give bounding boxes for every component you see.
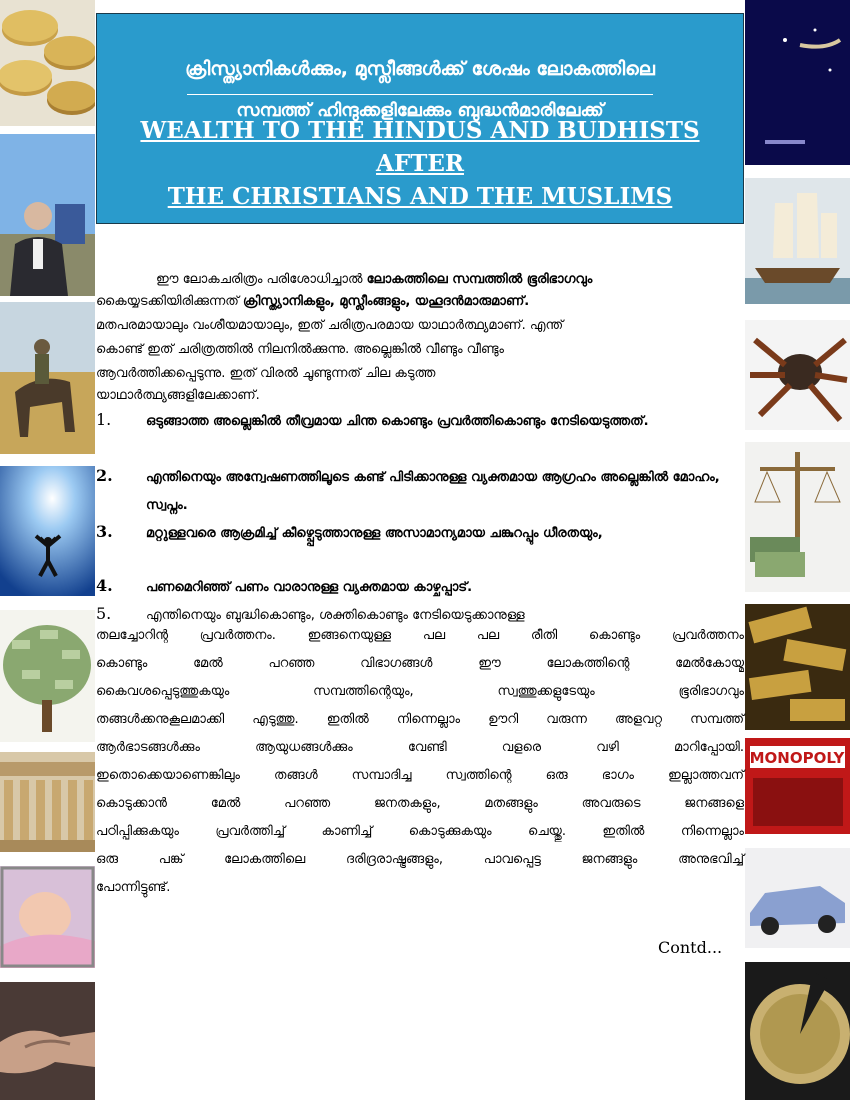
baby-photo-icon	[0, 866, 95, 968]
list-item-1: ഒടുങ്ങാത്ത അല്ലെങ്കിൽ തീവ്രമായ ചിന്ത കൊണ്ടും പ്രവർത്തികൊണ്ടും നേടിയെടുത്തത്.	[146, 414, 649, 429]
para-line-3: കൈവശപ്പെടുത്തുകയും സമ്പത്തിന്റെയും, സ്വത്തുക്കളുടേയും ഭൂരിഭാഗവും	[96, 684, 744, 699]
title-malayalam-line1: ക്രിസ്ത്യാനികൾക്കും, മുസ്ലീങ്ങൾക്ക് ശേഷം ലോകത്തിലെ	[185, 58, 655, 80]
para-line-6: ഇതൊക്കെയാണെങ്കിലും തങ്ങൾ സമ്പാദിച്ച സ്വത്തിന്റെ ഒരു ഭാഗം ഇല്ലാത്തവന്	[96, 768, 744, 783]
list-number-2: 2.	[96, 466, 113, 485]
intro-line4: കൊണ്ട് ഇത് ചരിത്രത്തിൽ നിലനിൽക്കുന്നു. അല്ലെങ്കിൽ വീണ്ടും വീണ്ടും	[96, 342, 504, 357]
title-malayalam-line2: സമ്പത്ത് ഹിന്ദുക്കളിലേക്കും ബുദ്ധൻമാരിലേക്ക്	[236, 100, 604, 121]
intro-line3: മതപരമായാലും വംശീയമായാലും, ഇത് ചരിത്രപരമായ യാഥാർത്ഥ്യമാണ്. എന്ത്	[96, 318, 564, 333]
para-line-8: പഠിപ്പിക്കുകയും പ്രവർത്തിച്ച് കാണിച്ച് കൊടുക്കുകയും ചെയ്തു. ഇതിൽ നിന്നെല്ലാം	[96, 824, 744, 839]
list-number-1: 1.	[96, 410, 112, 429]
dollar-bundles-photo-icon	[745, 604, 850, 730]
politician-photo-icon	[0, 134, 95, 296]
list-number-3: 3.	[96, 522, 113, 541]
list-number-5: 5.	[96, 604, 112, 623]
sky-jump-photo-icon	[0, 466, 95, 596]
para-line-2: കൊണ്ടും മേൽ പറഞ്ഞ വിഭാഗങ്ങൾ ഈ ലോകത്തിന്റെ മേൽകോയ്മ	[96, 656, 744, 671]
para-line-9: ഒരു പങ്ക് ലോകത്തിലെ ദരിദ്രരാഷ്ട്രങ്ങളും, പാവപ്പെട്ട ജനങ്ങളും അനുഭവിച്ച്	[96, 852, 744, 867]
para-line-4: തങ്ങൾക്കനുകൂലമാക്കി എടുത്തു. ഇതിൽ നിന്നെല്ലാം ഊറി വരുന്ന അളവറ്റ സമ്പത്ത്	[96, 712, 744, 727]
list-item-4: പണമെറിഞ്ഞ് പണം വാരാനുള്ള വ്യക്തമായ കാഴ്ചപ്പാട്.	[146, 580, 473, 595]
money-tree-photo-icon	[0, 610, 95, 742]
intro-line1: ഈ ലോകചരിത്രം പരിശോധിച്ചാൽ ലോകത്തിലെ സമ്പത്തിൽ ഭൂരിഭാഗവും	[156, 272, 593, 287]
title-banner	[96, 13, 744, 224]
title-divider	[187, 94, 653, 95]
scales-money-photo-icon	[745, 442, 850, 592]
handshake-photo-icon	[0, 982, 95, 1100]
list-item-3: മറ്റുള്ളവരെ ആക്രമിച്ച് കീഴ്പ്പെടുത്താനുള്ള അസാമാന്യമായ ചങ്കുറപ്പും ധീരതയും,	[146, 526, 603, 541]
para-line-7: കൊടുക്കാൻ മേൽ പറഞ്ഞ ജനതകളും, മതങ്ങളും അവരുടെ ജനങ്ങളെ	[96, 796, 744, 811]
title-english-line1: WEALTH TO THE HINDUS AND BUDHISTS AFTER	[140, 117, 700, 177]
list-item-2: എന്തിനെയും അന്വേഷണത്തിലൂടെ കണ്ട് പിടിക്കാനുള്ള വ്യക്തമായ ആഗ്രഹം അല്ലെങ്കിൽ മോഹം, സ്വപ്നം.	[146, 470, 720, 513]
sailing-ship-photo-icon	[745, 178, 850, 304]
list-item-5: എന്തിനെയും ബുദ്ധികൊണ്ടും, ശക്തികൊണ്ടും നേടിയെടുക്കാനുള്ള	[146, 608, 525, 623]
spider-photo-icon	[745, 320, 850, 430]
intro-line5: ആവർത്തിക്കപ്പെടുന്നു. ഇത് വിരൽ ചൂണ്ടുന്നത് ചില കടുത്ത	[96, 366, 436, 381]
para-line-5: ആർഭാടങ്ങൾക്കും ആയുധങ്ങൾക്കും വേണ്ടി വളരെ വഴി മാറിപ്പോയി.	[96, 740, 744, 755]
para-line-1: തലച്ചോറിന്റ പ്രവർത്തനം. ഇങ്ങനെയുള്ള പല പല രീതി കൊണ്ടും പ്രവർത്തനം	[96, 628, 744, 643]
continued-label: Contd...	[658, 938, 723, 957]
title-english	[97, 114, 743, 213]
monopoly-box-photo-icon	[745, 738, 850, 834]
intro-line6: യാഥാർത്ഥ്യങ്ങളിലേക്കാണ്.	[96, 388, 260, 403]
monopoly-label: MONOPOLY	[749, 749, 845, 767]
coins-photo-icon	[0, 0, 95, 126]
horse-rider-photo-icon	[0, 302, 95, 454]
car-photo-icon	[745, 848, 850, 948]
title-english-line2: THE CHRISTIANS AND THE MUSLIMS	[167, 183, 673, 210]
list-number-4: 4.	[96, 576, 113, 595]
night-sky-photo-icon	[745, 0, 850, 165]
pound-coin-photo-icon	[745, 962, 850, 1100]
intro-line2: കൈയ്യടക്കിയിരിക്കുന്നത് ക്രിസ്ത്യാനികളും, മുസ്ലീംങ്ങളും, യഹൂദൻമാരുമാണ്.	[96, 294, 530, 309]
para-line-10: പോന്നിട്ടുണ്ട്.	[96, 880, 171, 895]
parthenon-photo-icon	[0, 752, 95, 852]
